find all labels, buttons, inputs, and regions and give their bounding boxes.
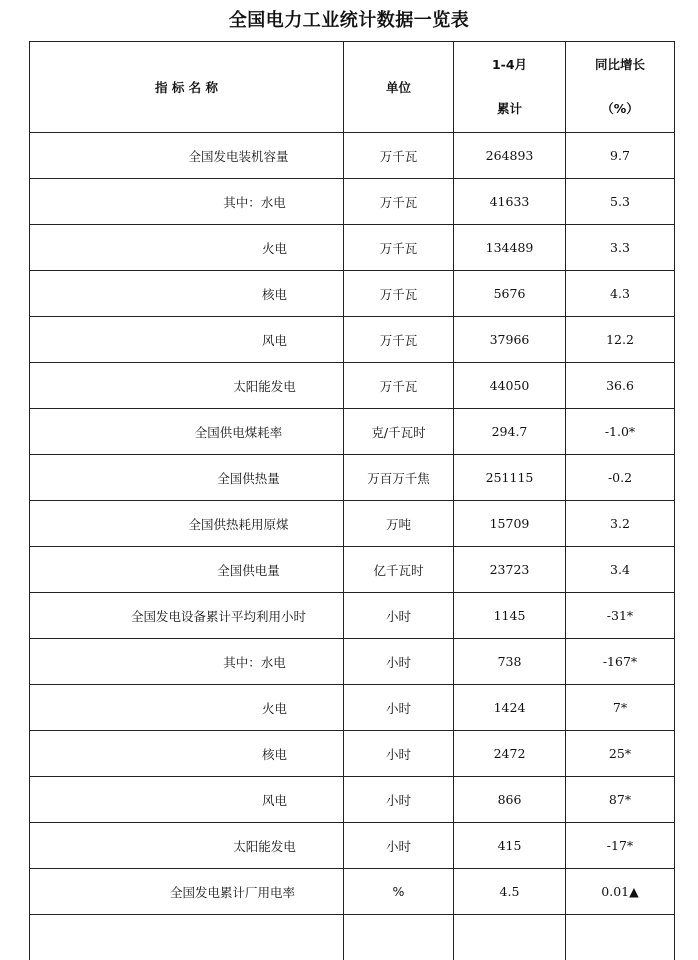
table-row (30, 317, 675, 363)
indicator-name: 风电 (30, 317, 344, 363)
indicator-unit: 万千瓦 (344, 225, 454, 271)
page-title: 全国电力工业统计数据一览表 (0, 6, 698, 32)
header-growth: 同比增长 （%） (566, 42, 675, 133)
indicator-unit: 小时 (344, 731, 454, 777)
header-unit: 单位 (344, 42, 454, 133)
indicator-growth: -167* (566, 639, 675, 685)
indicator-value: 294.7 (454, 409, 566, 455)
indicator-value: 1145 (454, 593, 566, 639)
table-row (30, 731, 675, 777)
indicator-growth: -1.0* (566, 409, 675, 455)
header-indicator-name: 指 标 名 称 (30, 42, 344, 133)
table-row (30, 501, 675, 547)
indicator-growth: 4.3 (566, 271, 675, 317)
empty-cell (344, 915, 454, 960)
table-row (30, 225, 675, 271)
indicator-value: 1424 (454, 685, 566, 731)
indicator-growth: 3.3 (566, 225, 675, 271)
indicator-unit: 万千瓦 (344, 179, 454, 225)
indicator-unit: 万千瓦 (344, 133, 454, 179)
indicator-name: 火电 (30, 225, 344, 271)
indicator-name: 其中：水电 (30, 639, 344, 685)
indicator-value: 37966 (454, 317, 566, 363)
indicator-growth: 25* (566, 731, 675, 777)
table-row (30, 685, 675, 731)
indicator-name: 全国供电煤耗率 (30, 409, 344, 455)
indicator-unit: 万百万千焦 (344, 455, 454, 501)
indicator-unit: 小时 (344, 593, 454, 639)
indicator-value: 5676 (454, 271, 566, 317)
indicator-name: 全国发电装机容量 (30, 133, 344, 179)
table-row (30, 409, 675, 455)
indicator-value: 866 (454, 777, 566, 823)
indicator-name: 全国供热耗用原煤 (30, 501, 344, 547)
indicator-growth: 3.4 (566, 547, 675, 593)
indicator-growth: 36.6 (566, 363, 675, 409)
empty-cell (566, 915, 675, 960)
indicator-value: 264893 (454, 133, 566, 179)
header-period: 1-4月 累计 (454, 42, 566, 133)
indicator-name: 核电 (30, 271, 344, 317)
indicator-value: 134489 (454, 225, 566, 271)
indicator-name: 核电 (30, 731, 344, 777)
table-row (30, 363, 675, 409)
indicator-value: 738 (454, 639, 566, 685)
indicator-unit: 万吨 (344, 501, 454, 547)
table-row (30, 639, 675, 685)
indicator-name: 风电 (30, 777, 344, 823)
indicator-value: 23723 (454, 547, 566, 593)
table-row (30, 777, 675, 823)
table-row (30, 869, 675, 915)
indicator-unit: % (344, 869, 454, 915)
indicator-unit: 小时 (344, 685, 454, 731)
table-row (30, 133, 675, 179)
table-row (30, 547, 675, 593)
indicator-value: 15709 (454, 501, 566, 547)
indicator-growth: 5.3 (566, 179, 675, 225)
indicator-growth: -17* (566, 823, 675, 869)
indicator-name: 其中：水电 (30, 179, 344, 225)
indicator-unit: 克/千瓦时 (344, 409, 454, 455)
indicator-name: 全国发电累计厂用电率 (30, 869, 344, 915)
table-row (30, 455, 675, 501)
indicator-value: 251115 (454, 455, 566, 501)
indicator-growth: 9.7 (566, 133, 675, 179)
empty-cell (454, 915, 566, 960)
indicator-growth: -0.2 (566, 455, 675, 501)
indicator-growth: 3.2 (566, 501, 675, 547)
indicator-unit: 万千瓦 (344, 363, 454, 409)
indicator-value: 44050 (454, 363, 566, 409)
indicator-growth: 12.2 (566, 317, 675, 363)
indicator-unit: 小时 (344, 639, 454, 685)
table-row (30, 179, 675, 225)
indicator-value: 415 (454, 823, 566, 869)
table-row (30, 271, 675, 317)
indicator-name: 太阳能发电 (30, 823, 344, 869)
indicator-name: 火电 (30, 685, 344, 731)
table-header-row (30, 42, 675, 133)
indicator-growth: 87* (566, 777, 675, 823)
indicator-growth: 0.01▲ (566, 869, 675, 915)
table-row-cut-off (30, 915, 675, 960)
indicator-unit: 小时 (344, 823, 454, 869)
statistics-table (29, 41, 675, 960)
indicator-value: 41633 (454, 179, 566, 225)
table-row (30, 823, 675, 869)
indicator-name: 全国发电设备累计平均利用小时 (30, 593, 344, 639)
indicator-unit: 万千瓦 (344, 271, 454, 317)
table-row (30, 593, 675, 639)
indicator-value: 4.5 (454, 869, 566, 915)
indicator-unit: 小时 (344, 777, 454, 823)
indicator-growth: -31* (566, 593, 675, 639)
indicator-unit: 亿千瓦时 (344, 547, 454, 593)
empty-cell (30, 915, 344, 960)
indicator-growth: 7* (566, 685, 675, 731)
indicator-name: 全国供热量 (30, 455, 344, 501)
indicator-value: 2472 (454, 731, 566, 777)
indicator-name: 全国供电量 (30, 547, 344, 593)
indicator-name: 太阳能发电 (30, 363, 344, 409)
indicator-unit: 万千瓦 (344, 317, 454, 363)
